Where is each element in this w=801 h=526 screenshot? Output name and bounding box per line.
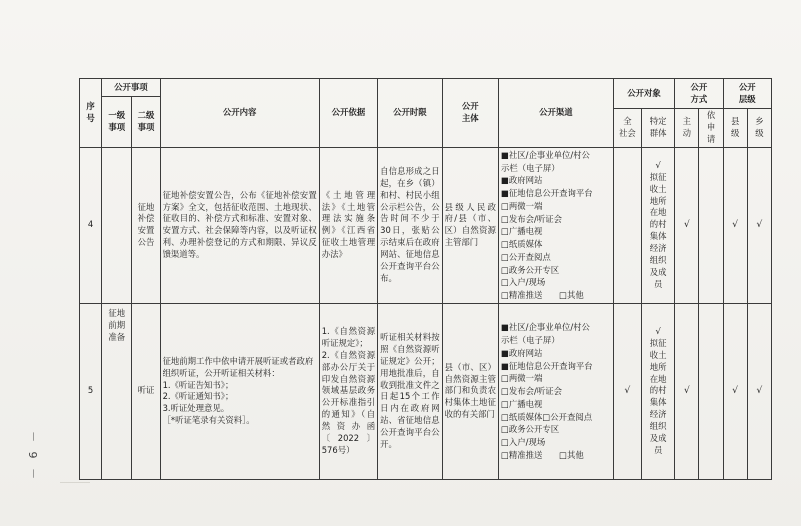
row-level2: 征地 补偿 安置 公告 xyxy=(132,147,160,303)
page-number: － 6 － xyxy=(27,428,40,479)
row-subject: 县级人民政府/县（市、区）自然资源主管部门 xyxy=(442,147,498,303)
header-time: 公开时限 xyxy=(378,79,442,148)
disclosure-table xyxy=(79,78,772,480)
channel-item: □政务公开专区 xyxy=(500,264,560,275)
row-time: 听证相关材料按照《自然资源听证规定》公开；用地批准后，自收到批准文件之日起15个工作日内在政府网站、省征地信息公开查询平台公开。 xyxy=(378,303,442,479)
channel-item: 示栏（电子屏） xyxy=(500,335,560,345)
header-content: 公开内容 xyxy=(160,79,319,148)
channel-item: □纸质媒体□公开查阅点 xyxy=(500,411,593,422)
row-mode-apply xyxy=(699,303,723,479)
channel-item: □发布会/听证会 xyxy=(500,213,562,224)
header-channel: 公开渠道 xyxy=(498,79,613,148)
header-seq: 序 号 xyxy=(80,79,102,148)
channel-item: □政务公开专区 xyxy=(500,424,560,435)
channel-item: □精准推送 □其他 xyxy=(500,449,584,460)
row-level1: 征地 前期 准备 xyxy=(102,303,132,479)
row-level-county: √ xyxy=(723,303,747,479)
table-row xyxy=(80,147,772,303)
row-channels xyxy=(498,303,613,479)
row-channels xyxy=(498,147,613,303)
channel-item: □两微一端 xyxy=(500,373,543,384)
header-level-town: 乡 级 xyxy=(747,109,771,148)
row-time: 自信息形成之日起，在乡（镇）和村、村民小组公示栏公告，公告时间不少于30日，张贴公示结束后在政府网站、征地信息公开查询平台公布。 xyxy=(378,147,442,303)
row-seq: 4 xyxy=(80,147,102,303)
row-basis: 《土地管理法》《土地管理法实施条例》《江西省征收土地管理办法》 xyxy=(319,147,377,303)
header-mode: 公开 方式 xyxy=(675,79,723,109)
row-target-all xyxy=(613,147,641,303)
channel-item: □发布会/听证会 xyxy=(500,386,562,397)
row-basis: 1.《自然资源听证规定》； 2.《自然资源部办公厅关于印发自然资源领域基层政务公开标准指引的通知》（自然资办函〔2022〕576号） xyxy=(319,303,377,479)
row-mode-apply xyxy=(699,147,723,303)
header-basis: 公开依据 xyxy=(319,79,377,148)
channel-item: □入户/现场 xyxy=(500,277,546,288)
channel-item: 示栏（电子屏） xyxy=(500,162,560,173)
row-content: 征地补偿安置公告，公布《征地补偿安置方案》全文，包括征收范围、土地现状、征收目的、补偿方式和标准、安置对象、安置方式、社会保障等内容，以及听证权利、办理补偿登记的方式和期限、异议反馈渠道等。 xyxy=(160,147,319,303)
header-mode-active: 主 动 xyxy=(675,109,699,148)
header-level-county: 县 级 xyxy=(723,109,747,148)
header-target-specific: 特定 群体 xyxy=(642,109,675,148)
table-row xyxy=(80,303,772,479)
header-row-1 xyxy=(80,79,772,97)
header-level1: 一级 事项 xyxy=(102,97,132,148)
header-target-all: 全 社会 xyxy=(613,109,641,148)
row-seq: 5 xyxy=(80,303,102,479)
channel-item: ■征地信息公开查询平台 xyxy=(500,188,593,199)
row-level1-empty xyxy=(102,147,132,303)
channel-item: □公开查阅点 xyxy=(500,251,551,262)
header-target: 公开对象 xyxy=(613,79,674,109)
row-target-specific: √ 拟征 收土 地所 在地 的村 集体 经济 组织 及成 员 xyxy=(642,147,675,303)
channel-item: □入户/现场 xyxy=(500,437,546,448)
row-mode-active: √ xyxy=(675,147,699,303)
channel-item: □广播电视 xyxy=(500,226,543,237)
row-target-all: √ xyxy=(613,303,641,479)
row-level-county: √ xyxy=(723,147,747,303)
channel-item: ■政府网站 xyxy=(500,175,543,186)
header-level2: 二级 事项 xyxy=(132,97,160,148)
channel-item: □精准推送 □其他 xyxy=(500,290,584,301)
channel-item: ■社区/企事业单位/村公 xyxy=(500,149,590,160)
channel-item: ■政府网站 xyxy=(500,347,543,358)
row-level-town: √ xyxy=(747,147,771,303)
row-content: 征地前期工作中依申请开展听证或者政府组织听证，公开听证相关材料： 1.《听证告知书》； 2.《听证通知书》； 3.听证处理意见。 ［*听证笔录有关资料］。 xyxy=(160,303,319,479)
row-target-specific: √ 拟征 收土 地所 在地 的村 集体 经济 组织 及成 员 xyxy=(642,303,675,479)
row-mode-active: √ xyxy=(675,303,699,479)
row-level2: 听证 xyxy=(132,303,160,479)
header-items: 公开事项 xyxy=(102,79,160,97)
row-subject: 县（市、区）自然资源主管部门和负责农村集体土地征收的有关部门 xyxy=(442,303,498,479)
channel-item: □纸质媒体 xyxy=(500,239,543,250)
scan-artifact xyxy=(60,482,90,483)
channel-item: □广播电视 xyxy=(500,398,543,409)
header-level: 公开 层级 xyxy=(723,79,771,109)
channel-item: ■社区/企事业单位/村公 xyxy=(500,322,590,333)
header-mode-apply: 依 申 请 xyxy=(699,109,723,148)
channel-item: ■征地信息公开查询平台 xyxy=(500,360,593,371)
header-subject: 公开 主体 xyxy=(442,79,498,148)
channel-item: □两微一端 xyxy=(500,200,543,211)
row-level-town: √ xyxy=(747,303,771,479)
